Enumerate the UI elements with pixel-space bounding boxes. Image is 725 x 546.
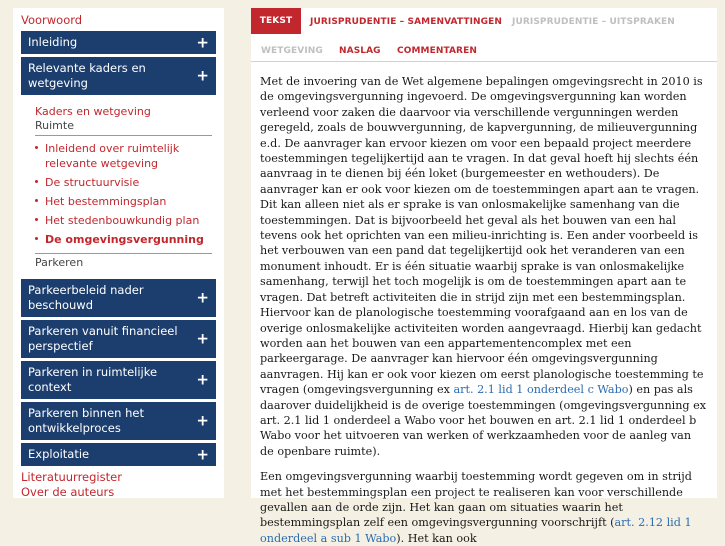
main-content (251, 8, 717, 545)
paragraph-text: ). Het kan ook (396, 531, 477, 545)
subnav-list (35, 141, 212, 247)
nav-section-label: Relevante kaders en wetgeving (28, 61, 146, 90)
tab-jurisprudentie-uitspraken[interactable]: JURISPRUDENTIE – UITSPRAKEN (512, 17, 675, 27)
literatuurregister-link[interactable]: Literatuurregister (21, 470, 122, 484)
tab-commentaren[interactable]: COMMENTAREN (397, 46, 477, 56)
nav-section-exploitatie[interactable] (21, 443, 216, 466)
tab-jurisprudentie-samenvattingen[interactable]: JURISPRUDENTIE – SAMENVATTINGEN (310, 17, 503, 27)
nav-section-ontwikkelproces[interactable] (21, 402, 216, 440)
tab-wetgeving[interactable]: WETGEVING (261, 46, 323, 56)
paragraph (260, 74, 707, 459)
nav-section-label: Inleiding (28, 35, 78, 49)
subnav-item-bestemmingsplan[interactable]: Het bestemmingsplan (35, 194, 212, 209)
paragraph (260, 469, 707, 546)
plus-icon: + (196, 445, 209, 463)
nav-section-inleiding[interactable] (21, 31, 216, 54)
nav-section-ruimtelijke-context[interactable] (21, 361, 216, 399)
law-reference-link[interactable]: art. 2.1 lid 1 onderdeel c Wabo (453, 383, 629, 397)
sidebar (13, 8, 224, 498)
subnav-title: Ruimte (35, 119, 212, 136)
nav-section-label: Parkeren vanuit financieel perspectief (28, 324, 178, 353)
subnav-item-omgevingsvergunning[interactable]: De omgevingsvergunning (35, 232, 212, 247)
subnav (13, 105, 224, 270)
nav-section-label: Exploitatie (28, 447, 90, 461)
voorwoord-link[interactable]: Voorwoord (21, 13, 83, 27)
subnav-item-stedenbouwkundig-plan[interactable]: Het stedenbouwkundig plan (35, 213, 212, 228)
law-reference-link[interactable]: art. 2.12 lid 1 onderdeel a sub 1 Wabo (260, 516, 692, 545)
paragraph-text: ) en pas als daarover duidelijkheid is de overige toestemmingen (omgevingsvergunning ex art. 2.1 lid 1 onderdeel a Wabo voor het bouwen en art. 2.1 lid 1 onderdeel b Wabo voor het uitvoeren van werken of werkzaamheden voor de aanleg van de openbare ruimte). (260, 383, 707, 458)
subnav-item-inleidend[interactable]: Inleidend over ruimtelijk relevante wetgeving (35, 141, 212, 171)
tab-bar (251, 8, 717, 62)
over-de-auteurs-link[interactable]: Over de auteurs (21, 485, 115, 499)
nav-section-label: Parkeerbeleid nader beschouwd (28, 283, 144, 312)
subnav-footer: Parkeren (35, 253, 212, 270)
tab-naslag[interactable]: NASLAG (339, 46, 381, 56)
tab-tekst[interactable]: TEKST (251, 8, 301, 34)
article-text (251, 62, 717, 546)
plus-icon: + (196, 288, 209, 307)
subnav-heading-link[interactable]: Kaders en wetgeving (35, 105, 151, 118)
nav-section-relevante-kaders[interactable] (21, 57, 216, 95)
plus-icon: + (196, 66, 209, 85)
plus-icon: + (196, 370, 209, 389)
nav-section-label: Parkeren binnen het ontwikkelproces (28, 406, 144, 435)
nav-section-financieel[interactable] (21, 320, 216, 358)
subnav-item-structuurvisie[interactable]: De structuurvisie (35, 175, 212, 190)
nav-section-label: Parkeren in ruimtelijke context (28, 365, 158, 394)
paragraph-text: Met de invoering van de Wet algemene bepalingen omgevingsrecht in 2010 is de omgevingsvergunning ingevoerd. De omgevingsvergunning kan worden verleend voor zaken die daarvoor via verschillende vergunningen werden geregeld, zoals de bouwvergunning, de kapvergunning, de milieuvergunning e.d. De aanvrager kan ervoor kiezen om voor een bepaald project meerdere toestemmingen tegelijkertijd aan te vragen. In dat geval hoeft hij slechts één aanvraag in te dienen bij één loket (burgemeester en wethouders). De aanvrager kan er ook voor kiezen om de toestemmingen apart aan te vragen. Dit kan alleen niet als er sprake is van onlosmakelijke samenhang van die toestemmingen. Dat is bijvoorbeeld het geval als het bouwen van een hal tevens ook het oprichten van een milieu-inrichting is. Een ander voorbeeld is het verbouwen van een pand dat tegelijkertijd ook het veranderen van een monument inhoudt. Er is één situatie waarbij sprake is van onlosmakelijke samenhang, terwijl het toch mogelijk is om de toestemmingen apart aan te vragen. Dat betreft activiteiten die in strijd zijn met een bestemmingsplan. Hiervoor kan de planologische toestemming voorafgaand aan en los van de overige onlosmakelijke activiteiten worden aangevraagd. Hierbij kan gedacht worden aan het bouwen van een appartementencomplex met een parkeergarage. De aanvrager kan hiervoor één omgevingsvergunning aanvragen. Hij kan er ook voor kiezen om eerst planologische toestemming te vragen (omgevingsvergunning ex (260, 75, 704, 397)
paragraph-text: Een omgevingsvergunning waarbij toestemming wordt gegeven om in strijd met het bestemmingsplan een project te realiseren kan voor verschillende gevallen aan de orde zijn. Het kan gaan om situaties waarin het bestemmingsplan zelf een omgevingsvergunning voorschrijft ( (260, 470, 692, 530)
nav-section-parkeerbeleid[interactable] (21, 279, 216, 317)
plus-icon: + (196, 411, 209, 430)
plus-icon: + (196, 33, 209, 51)
plus-icon: + (196, 329, 209, 348)
